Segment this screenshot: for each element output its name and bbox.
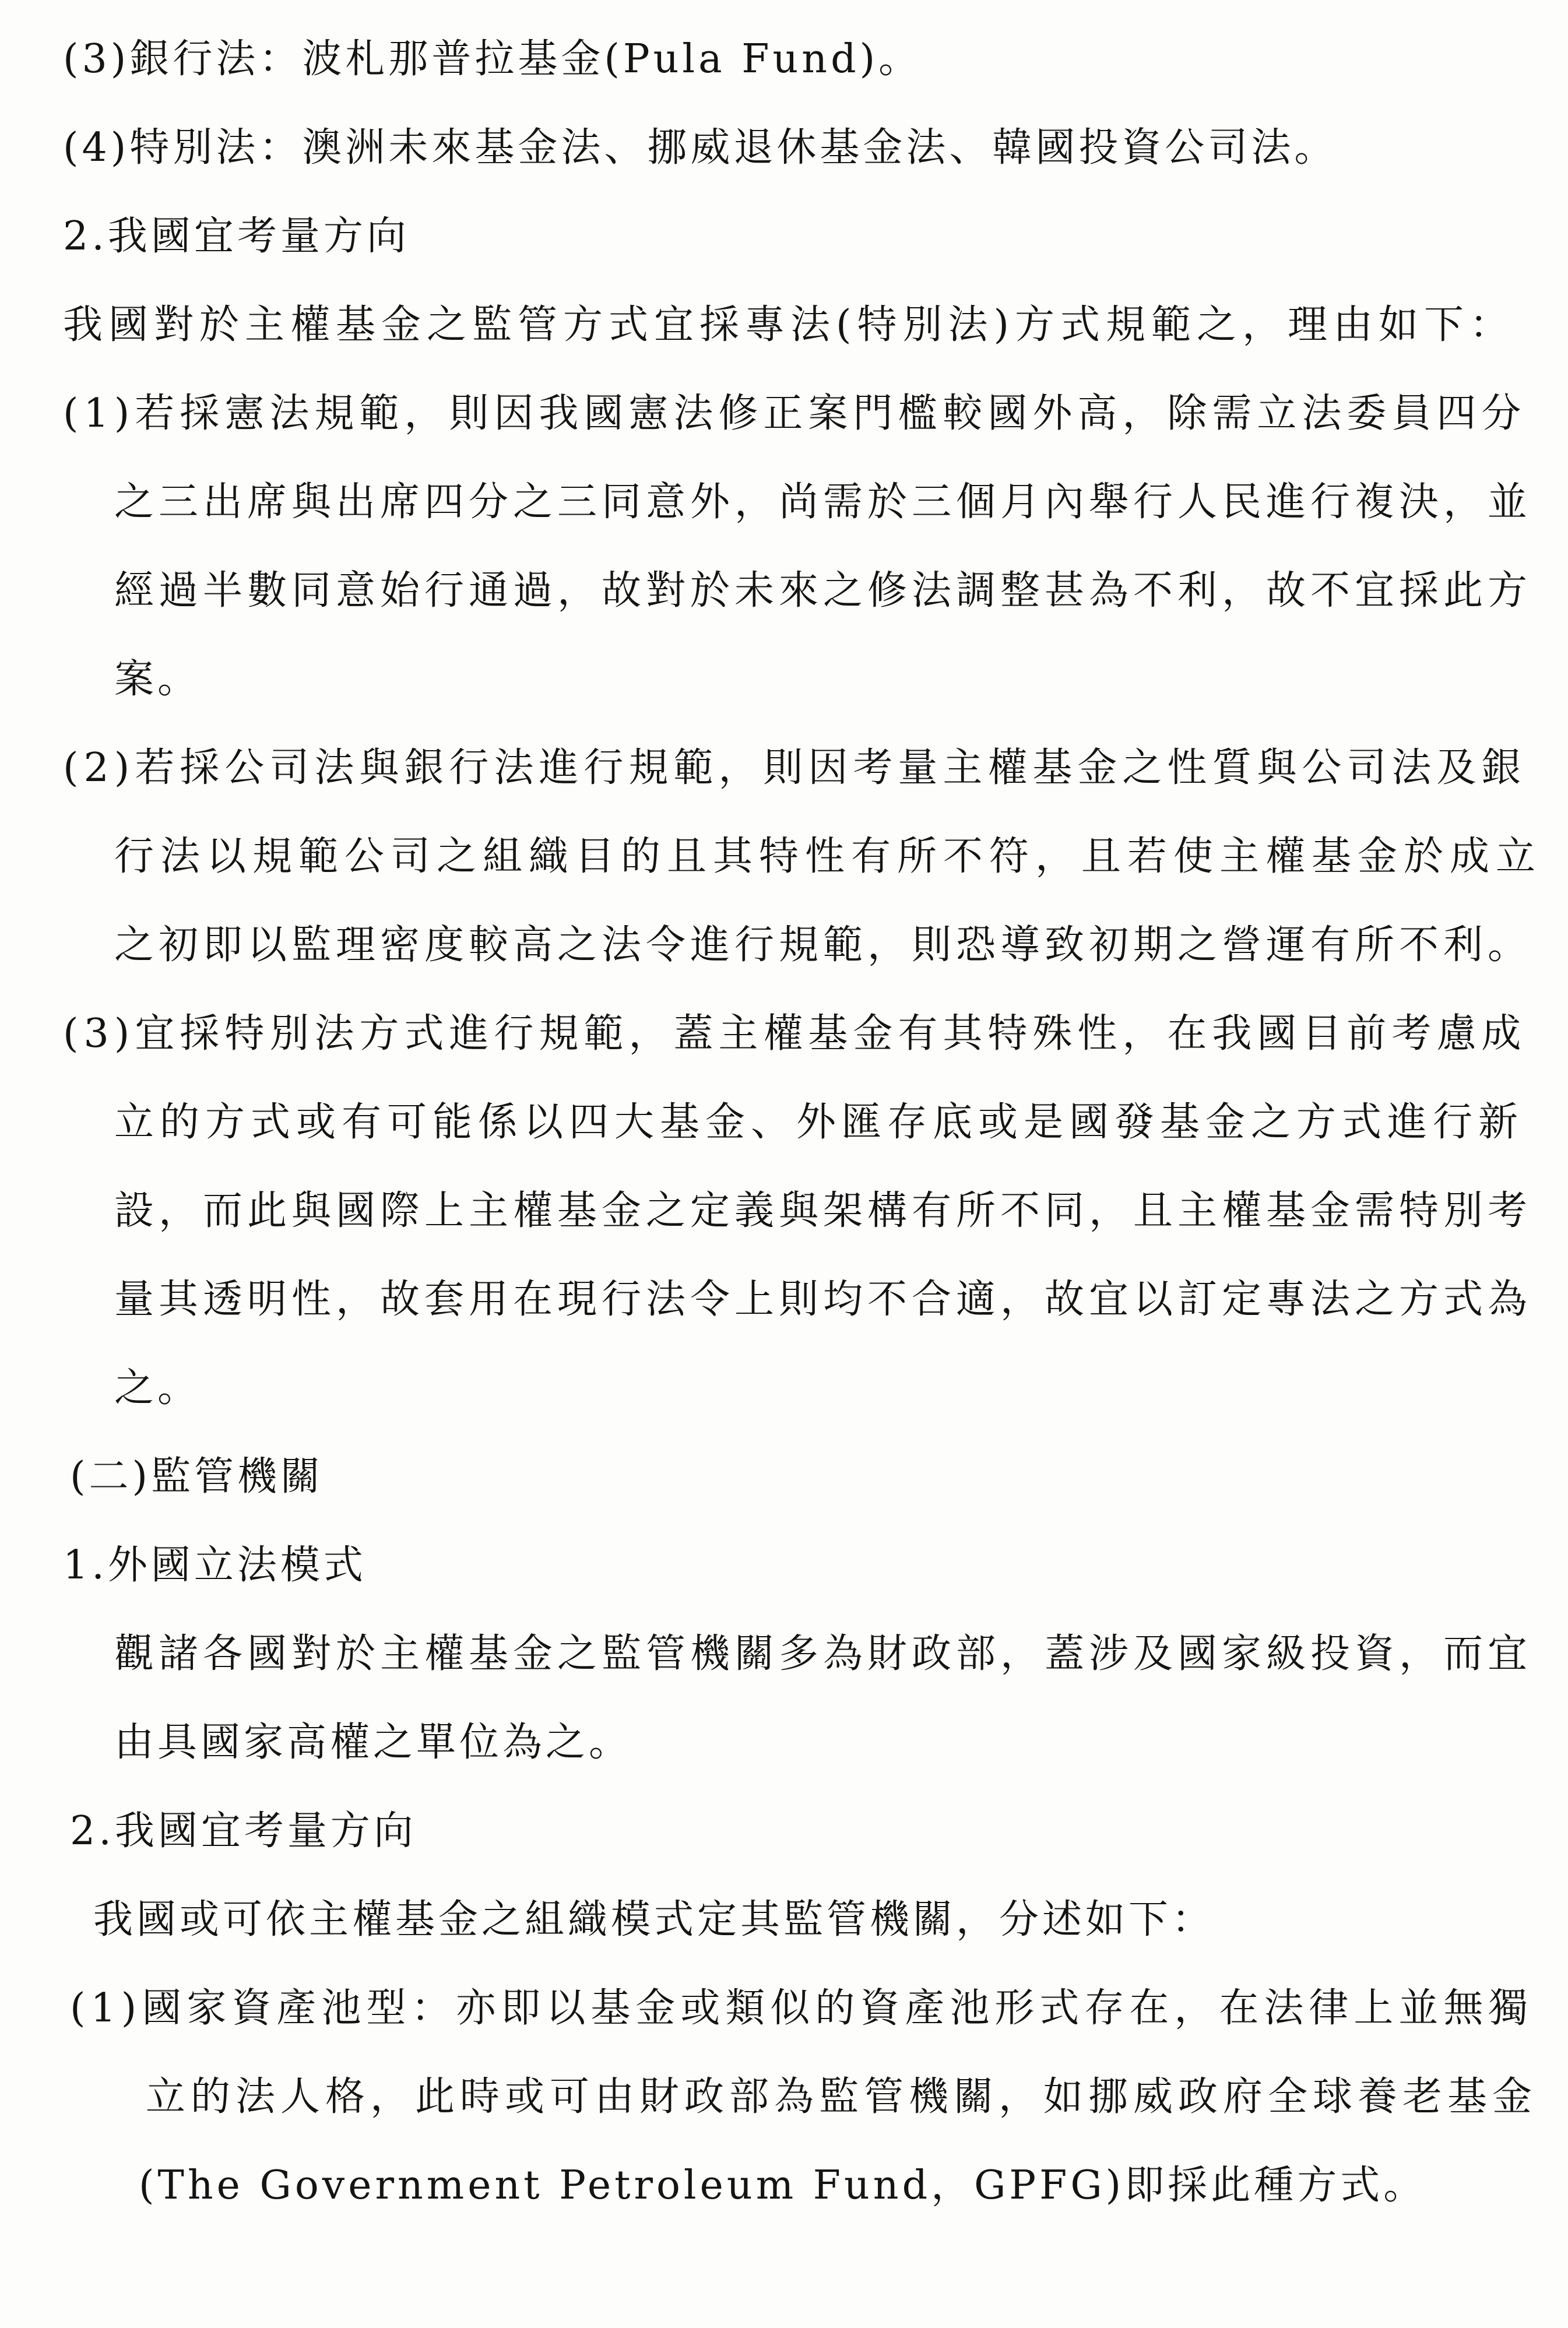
text-line-25: (The Government Petroleum Fund，GPFG)即採此種方式。 [139,2162,1427,2209]
text-line-19: 觀諸各國對於主權基金之監管機關多為財政部，蓋涉及國家級投資，而宜 [114,1631,1532,1677]
section-heading-4: 2.我國宜考量方向 [70,1808,417,1854]
text-line-12: (3)宜採特別法方式進行規範，蓋主權基金有其特殊性，在我國目前考慮成 [63,1011,1527,1057]
text-line-9: (2)若採公司法與銀行法進行規範，則因考量主權基金之性質與公司法及銀 [63,745,1527,791]
text-line-20: 由具國家高權之單位為之。 [114,1719,632,1766]
text-line-22: 我國或可依主權基金之組織模式定其監管機關，分述如下： [93,1897,1215,1943]
text-line-10: 行法以規範公司之組織目的且其特性有所不符，且若使主權基金於成立 [114,834,1542,880]
section-heading-3: 1.外國立法模式 [63,1542,367,1588]
text-line-15: 量其透明性，故套用在現行法令上則均不合適，故宜以訂定專法之方式為 [114,1276,1532,1323]
section-heading-1: 2.我國宜考量方向 [63,213,410,259]
text-line-14: 設，而此與國際上主權基金之定義與架構有所不同，且主權基金需特別考 [114,1188,1532,1234]
text-line-4: 我國對於主權基金之監管方式宜採專法(特別法)方式規範之，理由如下： [63,302,1516,348]
section-heading-2: (二)監管機關 [70,1454,324,1500]
text-line-1: (3)銀行法：波札那普拉基金(Pula Fund)。 [63,36,922,82]
text-line-16: 之。 [114,1365,201,1411]
text-line-2: (4)特別法：澳洲未來基金法、挪威退休基金法、韓國投資公司法。 [63,125,1338,171]
text-line-24: 立的法人格，此時或可由財政部為監管機關，如挪威政府全球養老基金 [146,2074,1538,2120]
text-line-5: (1)若採憲法規範，則因我國憲法修正案門檻較國外高，除需立法委員四分 [63,391,1527,437]
text-line-11: 之初即以監理密度較高之法令進行規範，則恐導致初期之營運有所不利。 [114,922,1532,968]
text-line-7: 經過半數同意始行通過，故對於未來之修法調整甚為不利，故不宜採此方 [114,568,1532,614]
text-line-8: 案。 [114,656,201,702]
text-line-6: 之三出席與出席四分之三同意外，尚需於三個月內舉行人民進行複決，並 [114,479,1532,525]
text-line-13: 立的方式或有可能係以四大基金、外匯存底或是國發基金之方式進行新 [114,1099,1524,1145]
text-line-23: (1)國家資產池型：亦即以基金或類似的資產池形式存在，在法律上並無獨 [70,1985,1534,2031]
